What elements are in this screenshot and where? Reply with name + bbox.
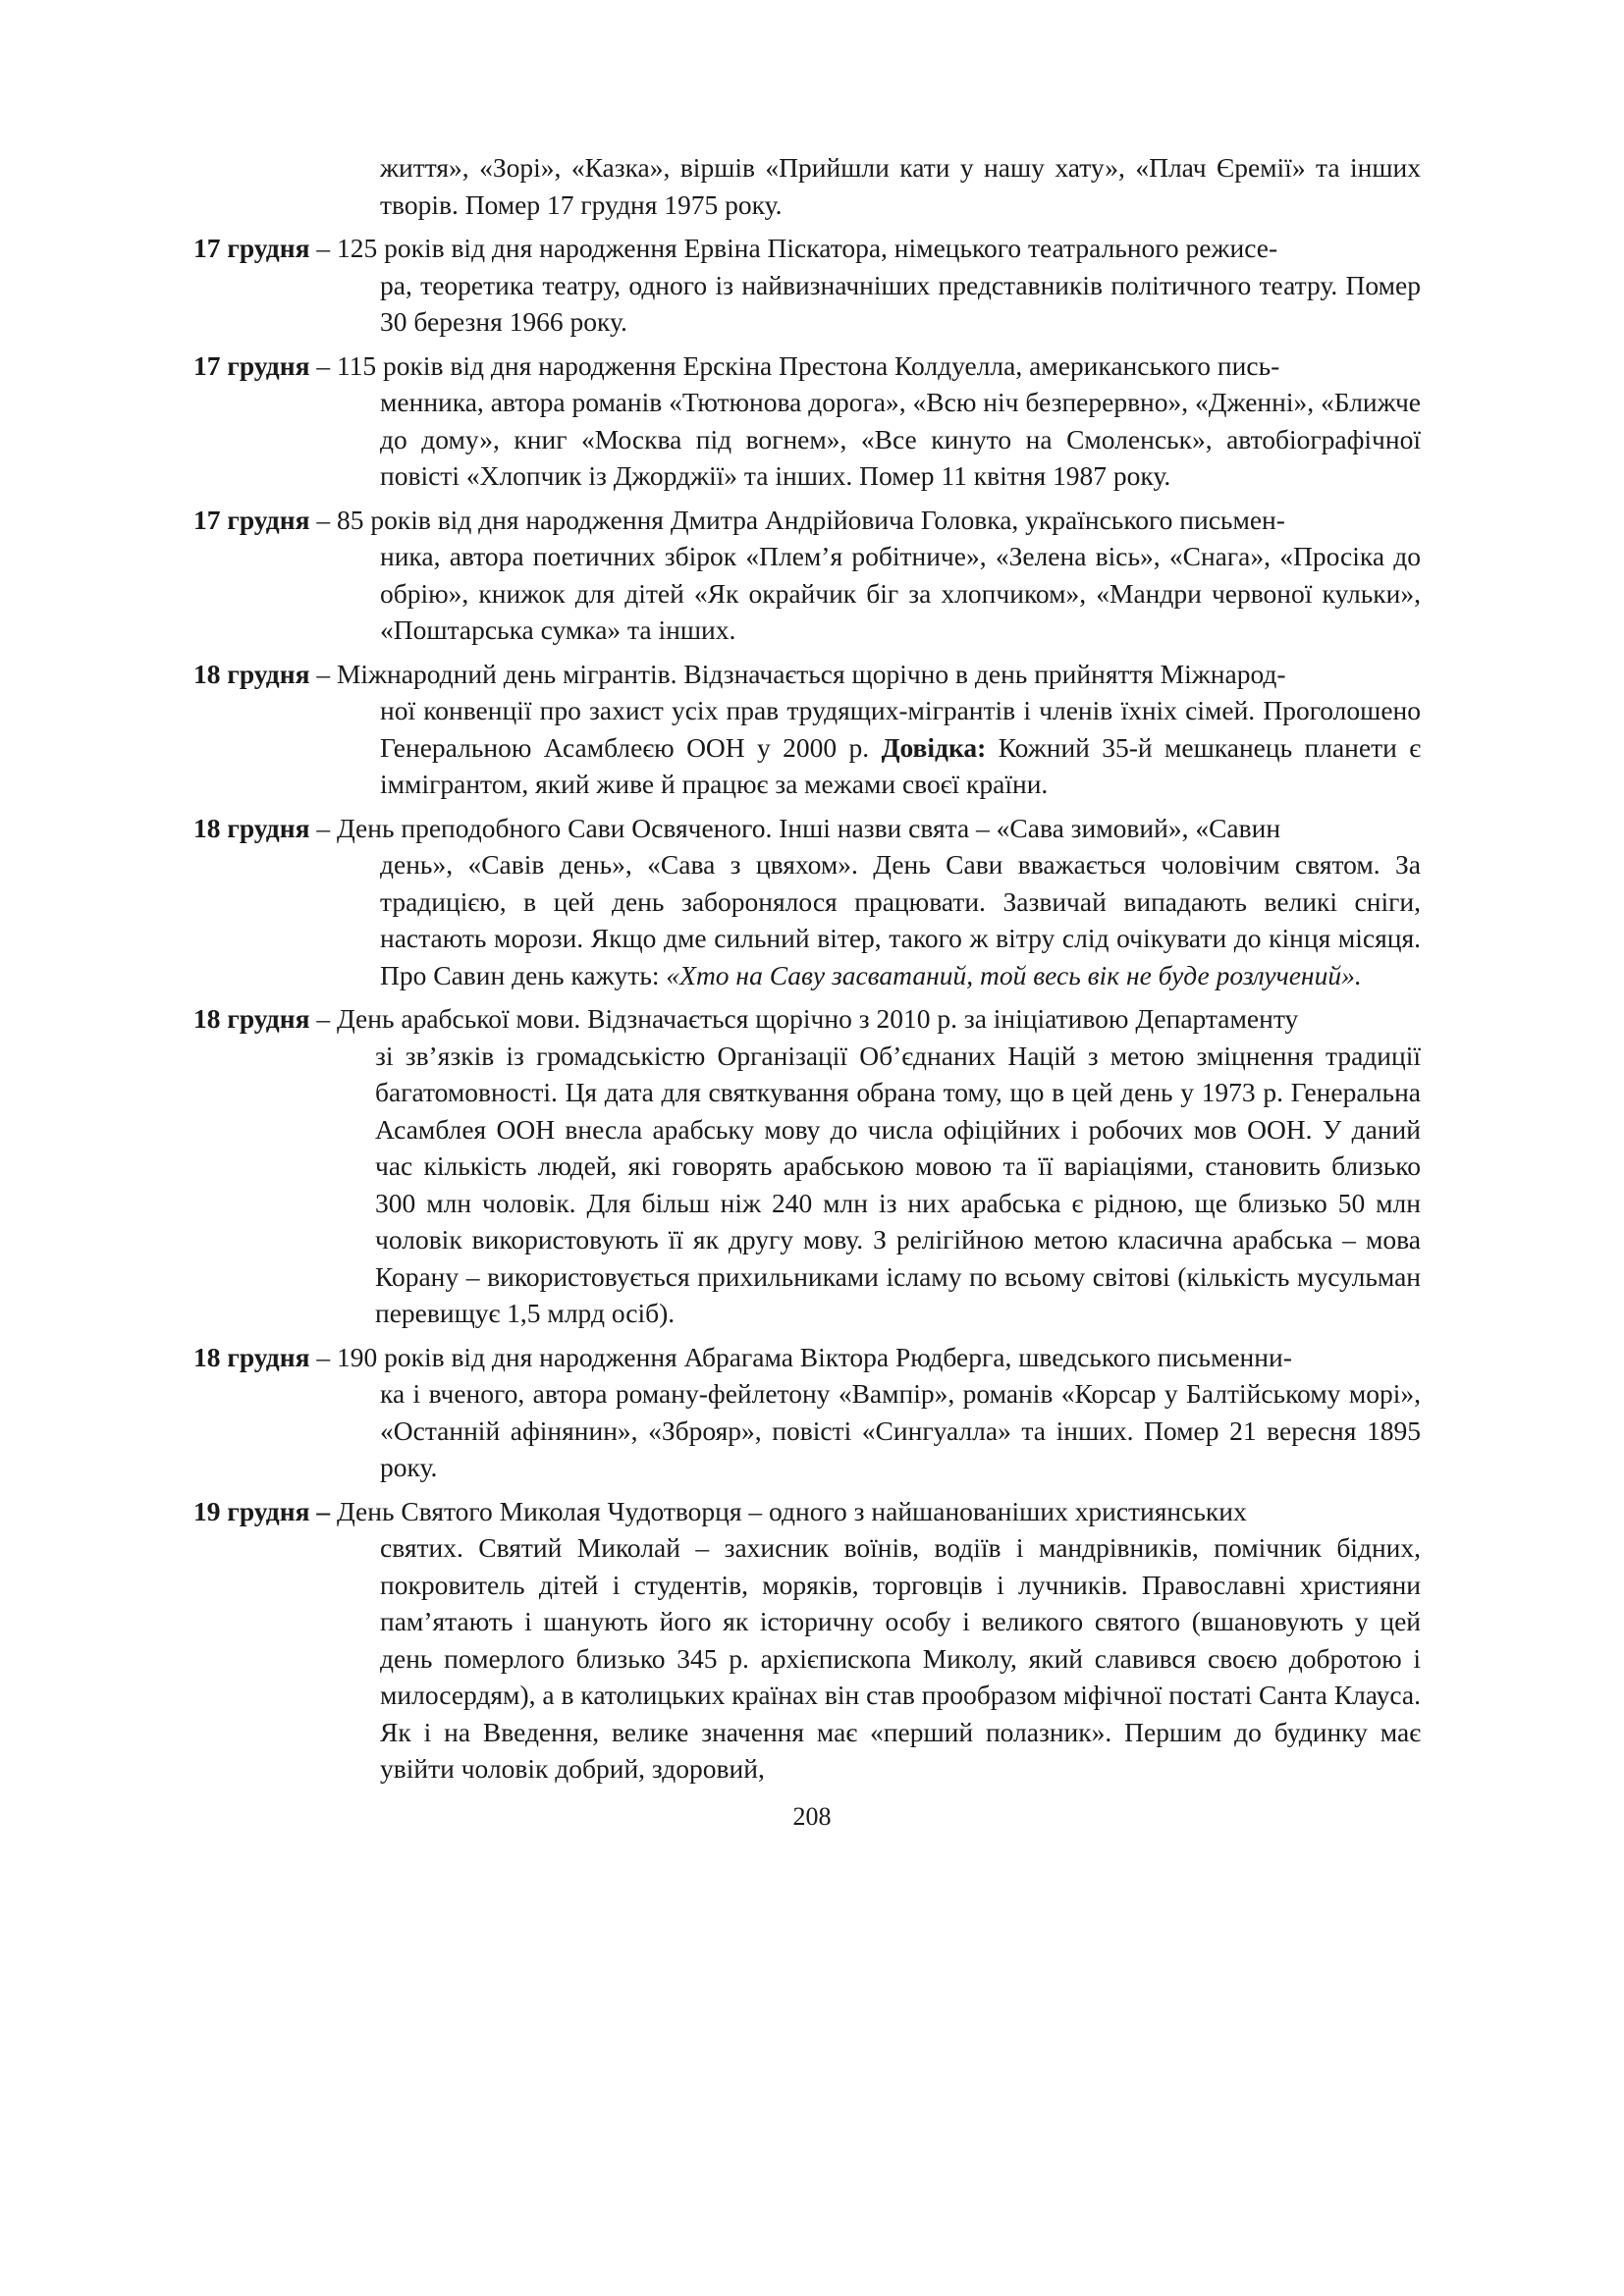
entry-first-line	[193, 810, 1421, 847]
entry-first-text: – 85 років від дня народження Дмитра Андрійовича Головка, українського письмен-	[316, 504, 1285, 535]
entry-date: 18 грудня	[193, 1341, 310, 1372]
entry-date: 17 грудня	[193, 504, 310, 535]
entry-first-text: День Святого Миколая Чудотворця – одного з найшанованіших християнських	[336, 1495, 1247, 1526]
entry-rest-before-quote: день», «Савів день», «Сава з цвяхом». День Сави вважається чоловічим святом. За традицією, в цей день заборонялося працювати. Зазвичай випадають великі сніги, настають морози. Якщо дме сильний вітер, такого ж вітру слід очікувати до кінця місяця. Про Савин день кажуть:	[380, 849, 1421, 990]
page-number: 208	[792, 1802, 832, 1831]
entry-rest-text: ка і вченого, автора роману-фейлетону «Вампір», романів «Корсар у Балтійському морі», «Останній афінянин», «Зброяр», повісті «Сингуалла» та інших. Помер 21 вересня 1895 року.	[380, 1378, 1421, 1482]
entry-sava-day	[193, 810, 1421, 994]
continuation-line-1: життя», «Зорі», «Казка», віршів «Прийшли кати у нашу хату», «Плач Єремії» та	[380, 152, 1340, 183]
entry-rest-text: менника, автора романів «Тютюнова дорога», «Всю ніч безперервно», «Дженні», «Ближче до дому», книг «Москва під вогнем», «Все кинуто на Смоленськ», автобіографічної повісті «Хлопчик із Джорджії» та інших. Помер 11 квітня 1987 року.	[380, 387, 1421, 491]
continuation-paragraph	[380, 149, 1421, 223]
entry-caldwell	[193, 347, 1421, 495]
entry-first-line	[193, 347, 1421, 385]
entry-rest-text	[380, 692, 1421, 803]
entry-first-line	[193, 1493, 1421, 1530]
entry-rest-text: ника, автора поетичних збірок «Плем’я робітниче», «Зелена вісь», «Снага», «Просіка до обрію», книжок для дітей «Як окрайчик біг за хлопчиком», «Мандри червоної кульки», «Поштарська сумка» та інших.	[380, 541, 1421, 645]
entry-dash: –	[316, 1495, 331, 1526]
entry-rest-text	[380, 846, 1421, 993]
entry-first-line	[193, 502, 1421, 539]
entry-first-text: – 190 років від дня народження Абрагама Віктора Рюдберга, шведського письменни-	[316, 1341, 1292, 1372]
entry-first-text: – День преподобного Сави Освяченого. Інші назви свята – «Сава зимовий», «Савин	[316, 812, 1281, 843]
entry-arabic-language-day	[193, 1000, 1421, 1332]
entry-first-line	[193, 1339, 1421, 1376]
entry-first-text: – 115 років від дня народження Ерскіна Престона Колдуелла, американського пись-	[316, 349, 1280, 381]
continuation-line-2: інших творів. Помер 17 грудня 1975 року.	[380, 152, 1422, 220]
entry-first-text: – Міжнародний день мігрантів. Відзначається щорічно в день прийняття Міжнарод-	[316, 658, 1286, 689]
entry-rest-text: святих. Святий Миколай – захисник воїнів, водіїв і мандрівників, помічник бідних, покровитель дітей і студентів, моряків, торговців і лучників. Православні християни пам’ятають і шанують його як історичну особу і великого святого (вшановують у цей день померлого близько 345 р. архієпископа Миколу, який славився своєю добротою і милосердям), а в католицьких країнах він став прообразом міфічної постаті Санта Клауса. Як і на Введення, велике значення має «перший полазник». Першим до будинку має увійти чоловік добрий, здоровий,	[380, 1532, 1421, 1784]
entry-piscator	[193, 230, 1421, 341]
document-page	[193, 149, 1421, 1794]
entry-first-text: – День арабської мови. Відзначається щорічно з 2010 р. за ініціативою Департаменту	[316, 1003, 1299, 1034]
entry-rest-text: ра, теоретика театру, одного із найвизначніших представників політичного театру. Помер 30 березня 1966 року.	[380, 269, 1421, 337]
entry-rydberg	[193, 1339, 1421, 1486]
entry-date: 18 грудня	[193, 1003, 310, 1034]
entry-date: 18 грудня	[193, 812, 310, 843]
entry-holovko	[193, 502, 1421, 649]
note-label: Довідка:	[881, 731, 987, 763]
entry-st-nicholas-day	[193, 1493, 1421, 1788]
entry-first-line	[193, 656, 1421, 693]
entry-first-line	[193, 1000, 1421, 1038]
entry-first-line	[193, 230, 1421, 267]
entry-date: 19 грудня	[193, 1495, 310, 1526]
entry-date: 18 грудня	[193, 658, 310, 689]
entry-date: 17 грудня	[193, 349, 310, 381]
entry-rest-before-note: ної конвенції про захист усіх прав трудящих-мігрантів і членів їхніх сімей. Проголошено Генеральною Асамблеєю ООН у 2000 р.	[380, 695, 1421, 763]
entry-rest-text: зі зв’язків із громадськістю Організації Об’єднаних Націй з метою зміцнення традиції багатомовності. Ця дата для святкування обрана тому, що в цей день у 1973 р. Генеральна Асамблея ООН внесла арабську мову до числа офіційних і робочих мов ООН. У даний час кількість людей, які говорять арабською мовою та її варіаціями, становить близько 300 млн чоловік. Для більш ніж 240 млн із них арабська є рідною, ще близько 50 млн чоловік використовують її як другу мову. З релігійною метою класична арабська – мова Корану – використовується прихильниками ісламу по всьому світові (кількість мусульман перевищує 1,5 млрд осіб).	[375, 1040, 1421, 1328]
entry-rest-after-note: Кожний 35-й мешканець планети є іммігрантом, який живе й працює за межами своєї країни.	[380, 731, 1421, 799]
folk-saying-quote: «Хто на Саву засватаний, той весь вік не буде розлучений».	[666, 959, 1362, 990]
entry-date: 17 грудня	[193, 233, 310, 263]
entry-first-text: – 125 років від дня народження Ервіна Піскатора, німецького театрального режисе-	[316, 233, 1278, 263]
entry-migrants-day	[193, 656, 1421, 803]
